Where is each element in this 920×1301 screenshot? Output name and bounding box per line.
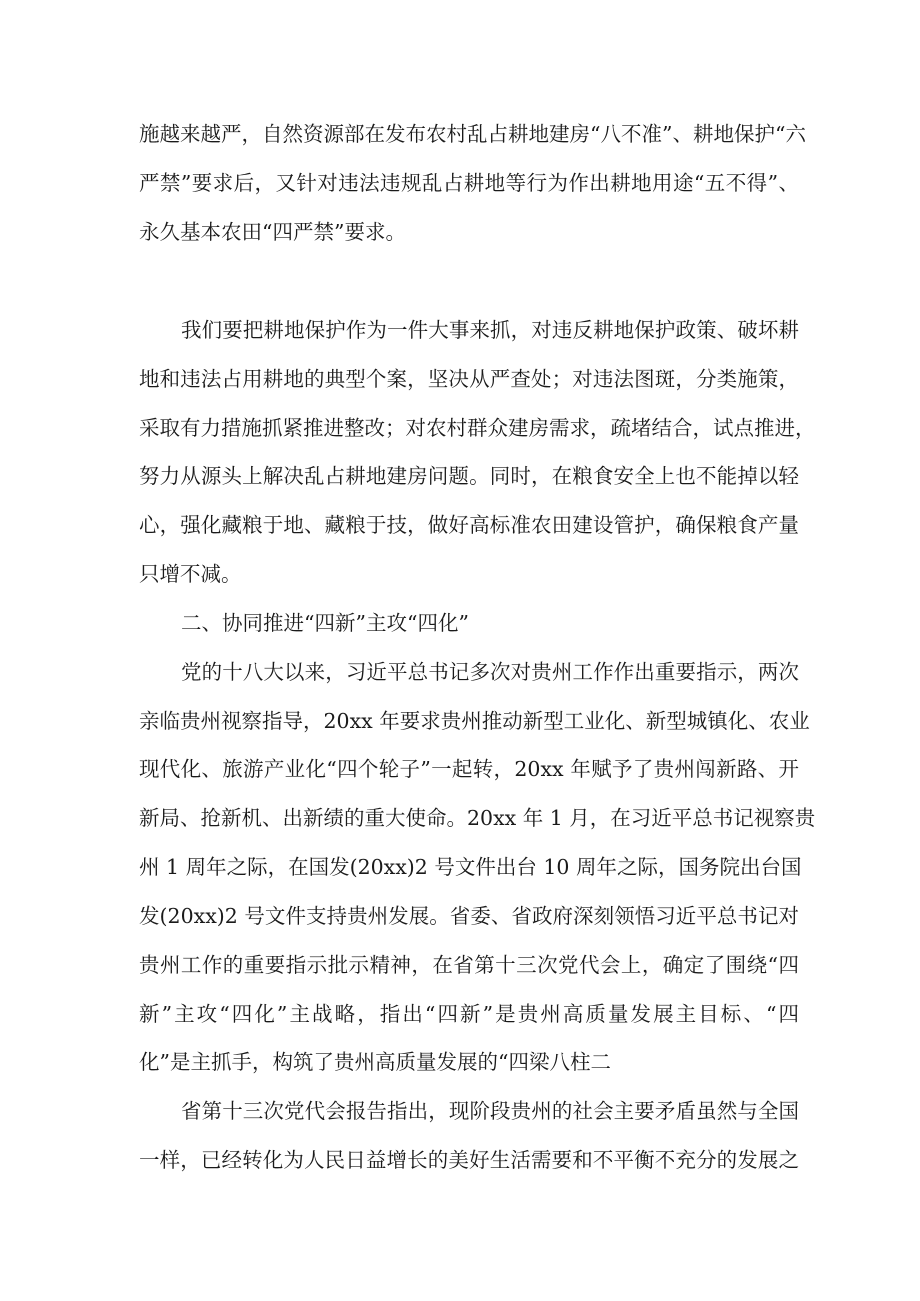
text-line: 我们要把耕地保护作为一件大事来抓，对违反耕地保护政策、破坏耕 [181, 318, 799, 342]
text-line: 现代化、旅游产业化“四个轮子”一起转，20xx 年赋予了贵州闯新路、开 [139, 757, 799, 781]
text-line: 采取有力措施抓紧推进整改；对农村群众建房需求，疏堵结合，试点推进， [139, 416, 816, 440]
text-line: 亲临贵州视察指导，20xx 年要求贵州推动新型工业化、新型城镇化、农业 [139, 709, 810, 733]
text-line: 省第十三次党代会报告指出，现阶段贵州的社会主要矛盾虽然与全国 [181, 1099, 799, 1123]
text-line: 只增不减。 [139, 562, 242, 586]
text-line: 新局、抢新机、出新绩的重大使命。20xx 年 1 月，在习近平总书记视察贵 [139, 806, 816, 830]
text-line: 地和违法占用耕地的典型个案，坚决从严查处；对违法图斑，分类施策， [139, 367, 799, 391]
text-line: 州 1 周年之际，在国发(20xx)2 号文件出台 10 周年之际，国务院出台国 [139, 855, 802, 879]
section-heading: 二、协同推进“四新”主攻“四化” [181, 611, 469, 635]
text-line: 永久基本农田“四严禁”要求。 [139, 220, 406, 244]
text-line: 努力从源头上解决乱占耕地建房问题。同时，在粮食安全上也不能掉以轻 [139, 464, 799, 488]
text-line: 发(20xx)2 号文件支持贵州发展。省委、省政府深刻领悟习近平总书记对 [139, 904, 799, 928]
text-line: 新”主攻“四化”主战略，指出“四新”是贵州高质量发展主目标、“四 [139, 1002, 799, 1026]
text-line: 党的十八大以来，习近平总书记多次对贵州工作作出重要指示，两次 [181, 660, 799, 684]
text-line: 贵州工作的重要指示批示精神，在省第十三次党代会上，确定了围绕“四 [139, 953, 799, 977]
text-line: 严禁”要求后，又针对违法违规乱占耕地等行为作出耕地用途“五不得”、 [139, 171, 799, 195]
text-line: 施越来越严，自然资源部在发布农村乱占耕地建房“八不准”、耕地保护“六 [139, 122, 806, 146]
text-line: 化”是主抓手，构筑了贵州高质量发展的“四梁八柱二 [139, 1050, 611, 1074]
text-line: 心，强化藏粮于地、藏粮于技，做好高标准农田建设管护，确保粮食产量 [139, 513, 799, 537]
text-line: 一样，已经转化为人民日益增长的美好生活需要和不平衡不充分的发展之 [139, 1148, 799, 1172]
